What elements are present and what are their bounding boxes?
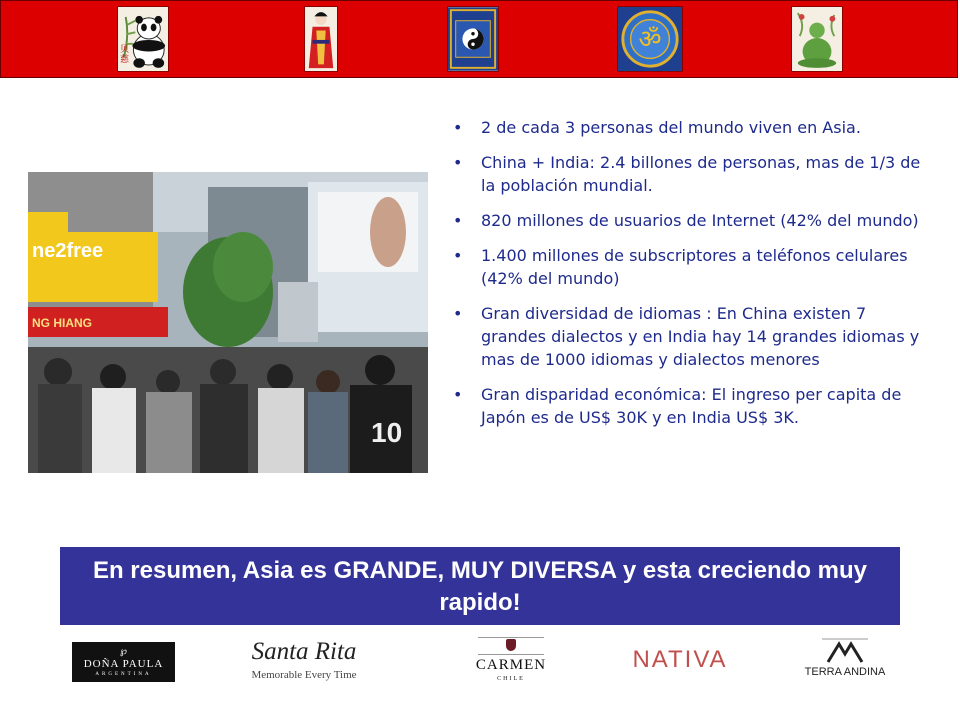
terra-andina-name: TERRA ANDINA [804, 666, 886, 678]
header-banner [0, 0, 958, 78]
carmen-logo [472, 637, 550, 689]
list-item: • Gran diversidad de idiomas : En China existen 7 grandes dialectos y en India hay 14 grandes idiomas y mas de 1000 idiomas y dialectos menores [446, 302, 926, 371]
dona-paula-sub: ARGENTINA [95, 672, 152, 677]
shop-sign-text: ne2free [32, 240, 104, 262]
list-item: • 820 millones de usuarios de Internet (42% del mundo) [446, 209, 926, 232]
green-buddha-icon [791, 6, 843, 72]
list-item: • 2 de cada 3 personas del mundo viven en Asia. [446, 116, 926, 139]
carmen-top-rule [478, 637, 544, 638]
carmen-country: CHILE [497, 676, 525, 682]
list-item: • China + India: 2.4 billones de personas, mas de 1/3 de la población mundial. [446, 151, 926, 197]
summary-banner: En resumen, Asia es GRANDE, MUY DIVERSA y esta creciendo muy rapido! [60, 547, 900, 625]
dona-paula-name: DOÑA PAULA [83, 658, 164, 670]
om-symbol-icon [617, 6, 683, 72]
mountain-icon [822, 638, 868, 664]
geisha-icon [304, 6, 338, 72]
carmen-crest-icon [506, 639, 516, 651]
carmen-name: CARMEN [475, 657, 547, 673]
street-crowd-photo [28, 172, 428, 473]
shirt-number-text: 10 [371, 417, 403, 448]
santa-rita-logo [248, 638, 360, 684]
yin-yang-icon [447, 6, 499, 72]
list-item: • Gran disparidad económica: El ingreso per capita de Japón es de US$ 30K y en India US$ 3K. [446, 383, 926, 429]
svg-text:ॐ: ॐ [638, 24, 662, 54]
asia-facts-list [446, 116, 926, 441]
dona-paula-mark: ℘ [120, 646, 127, 657]
panda-icon [117, 6, 169, 72]
shop-sign-red-text: NG HIANG [32, 316, 92, 330]
carmen-mid-rule [478, 654, 544, 655]
terra-andina-logo [800, 638, 890, 684]
list-item: • 1.400 millones de subscriptores a teléfonos celulares (42% del mundo) [446, 244, 926, 290]
santa-rita-name: Santa Rita [251, 638, 357, 665]
santa-rita-tagline: Memorable Every Time [251, 669, 357, 681]
dona-paula-logo [72, 642, 175, 682]
panda-tile-text: 贝 慈 [120, 45, 130, 65]
nativa-logo: NATIVA [632, 646, 728, 673]
